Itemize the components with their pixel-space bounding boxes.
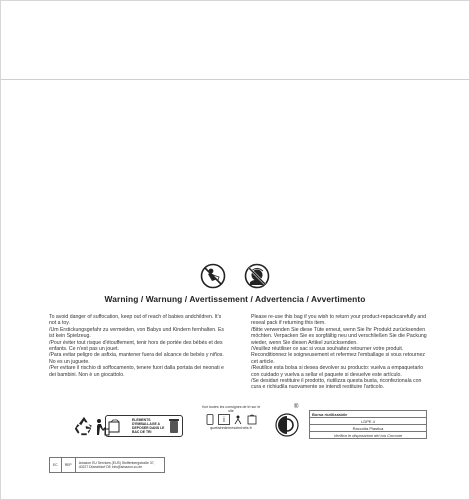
reuse-de: /Bitte verwenden Sie diese Tüte erneut, wenn Sie Ihr Produkt zurücksenden möchten. Verpacken Sie es sorgfältig neu und verschließen Sie die Packung wieder, wenn Sie diesen Artikel zurücksenden. [251, 326, 427, 346]
sorting-bin-icon [168, 418, 180, 434]
svg-text:i: i [223, 416, 225, 425]
manufacturer-address: Amazon EU Services (EUS) Stoffenbergstraße 37, 40227 Düsseldorf DE info@amazon.co.de [75, 458, 164, 473]
warning-fr: /Pour éviter tout risque d'étouffement, tenir hors de portée des bébés et des enfants. Ce n'est pas un jouet. [49, 339, 223, 353]
reuse-it: /Se desidari restituire il prodotto, riutilizza questa busta, riconfezionala con cura e richiudila nuovamente se intendi restituire l'articolo. [251, 378, 422, 391]
warning-icons [1, 263, 469, 289]
sorting-header: Voir toutes les consignes de tri sur le site [201, 405, 261, 414]
suffocation-warning-text [49, 314, 227, 378]
recycling-info-table [309, 410, 427, 439]
tidyman-icon [94, 418, 110, 436]
warning-en: To avoid danger of suffocation, keep out of reach of babies andchildren. It's not a toy. [49, 314, 222, 327]
bin-label-text: ELEMENTS D'EMBALLAGE A DEPOSER DANS LE BAC DE TRI [132, 418, 165, 434]
recycling-collection: Raccolta Plastica [310, 425, 427, 432]
fold-line [1, 79, 469, 80]
warning-es: /Para evitar peligro de asfixia, mantener fuera del alcance de bebés y niños. No es un juguete. [49, 352, 224, 365]
recycle-icon [73, 415, 95, 437]
recycling-note: Verifica le disposizioni del tuo Comune [310, 432, 427, 439]
registered-mark: ® [294, 404, 299, 410]
reuse-es: /Reutilice esta bolsa si desea devolver su producto: vuelva a empaquetarlo con cuidado y vuelva a sellar el paquete si devuelve este artículo. [251, 365, 424, 378]
recycling-title: Borsa riutilizzabile [310, 411, 427, 418]
no-suffocation-face-icon [244, 263, 270, 289]
ec-label: EC [50, 458, 62, 473]
reuse-fr: /Veuillez réutiliser ce sac si vous souhaitez retourner votre produit. Reconditionnez le soigneusement et refermez l'emballage si vous retournez cet article. [251, 346, 426, 365]
reuse-en: Please re-use this bag if you wish to return your product-repackcarefully and reseal pack if returning this item. [251, 314, 427, 327]
rep-label: REP [61, 458, 75, 473]
recycling-material: LDPE 4 [310, 418, 427, 425]
bag-sort-icon [246, 414, 258, 425]
warning-de: /Um Erstickungsgefahr zu vermeiden, von Babys und Kindern fernhalten. Es ist kein Spielzeug. [49, 326, 225, 340]
warning-title: Warning / Warnung / Avertissement / Advertencia / Avvertimento [104, 294, 366, 304]
green-dot-icon [275, 413, 299, 437]
phone-icon [204, 414, 216, 425]
info-icon [218, 414, 230, 425]
no-child-bag-icon [200, 263, 226, 289]
sorting-icons [201, 414, 261, 425]
reuse-bag-text [251, 314, 429, 391]
ec-rep-table [49, 457, 165, 473]
triman-icon [232, 414, 244, 425]
sorting-url: quefairedemesdechets.fr [210, 426, 252, 431]
warning-it: /Per evitare il rischio di soffocamento, tenere fuori dalla portata dei neonati e dei bambini. Non è un giocattolo. [49, 365, 224, 378]
sorting-bin-label [105, 415, 183, 437]
sorting-info [201, 405, 261, 430]
